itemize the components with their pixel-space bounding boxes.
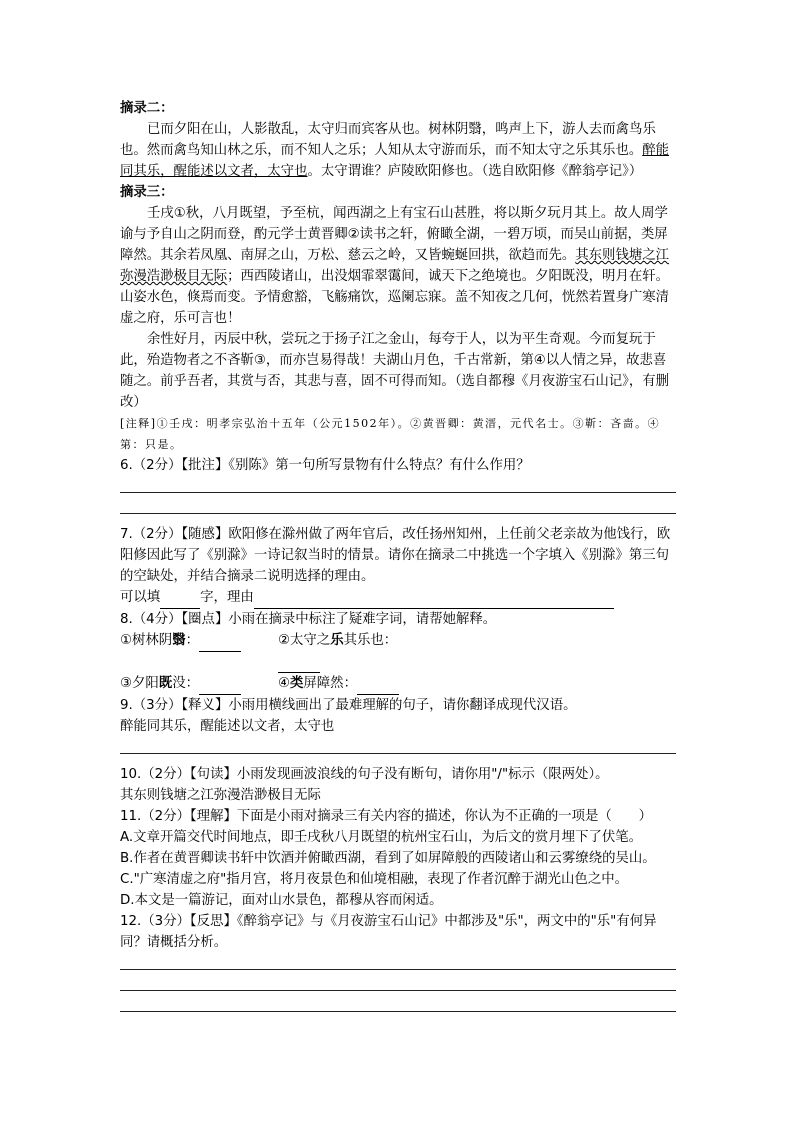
question-10: 10.（2分）【句读】小雨发现画波浪线的句子没有断句，请你用"/"标示（限两处）。 bbox=[120, 767, 609, 782]
q8-item-3-post: 没： bbox=[172, 676, 199, 691]
excerpt3-para1-a: 壬戌①秋，八月既望，予至杭，闻西湖之上有宝石山甚胜，将以斯夕玩月其上。故人周学谕与予自山之阴而登，酌元学士黄晋卿②读书之轩，俯瞰全湖，一碧万顷，而吴山前据，类屏障然。其余若凤凰、南屏之山，万松、慈云之岭，又皆蜿蜒回拱，欲趋而先。 bbox=[120, 206, 668, 263]
option-b[interactable]: B.作者在黄晋卿读书轩中饮酒并俯瞰西湖，看到了如屏障般的西陵诸山和云雾缭绕的吴山。 bbox=[120, 851, 656, 866]
question-7-fill bbox=[120, 587, 676, 609]
excerpt3-para2: 余性好月，丙辰中秋，尝玩之于扬子江之金山，每夸于人，以为平生奇观。今而复玩于此，殆造物者之不吝靳③，而亦岂易得哉！夫湖山月色，千古常新，第④以人情之异，故悲喜随之。前乎吾者，其赏与否，其悲与喜，固不可得而知。（选自都穆《月夜游宝石山记》，有删改） bbox=[120, 332, 670, 410]
excerpt2-text-c: 。太守谓谁？庐陵欧阳修也。（选自欧阳修《醉翁亭记》） bbox=[307, 164, 643, 179]
q8-item-1 bbox=[120, 630, 278, 673]
answer-line[interactable] bbox=[120, 980, 676, 991]
q8-item-4-post: 屏障然： bbox=[303, 676, 357, 691]
question-10-sentence: 其东则钱塘之江弥漫浩渺极目无际 bbox=[120, 788, 321, 803]
q8-item-3-pre: ③夕阳 bbox=[120, 676, 159, 691]
option-a[interactable]: A.文章开篇交代时间地点，即壬戌秋八月既望的杭州宝石山，为后文的赏月埋下了伏笔。 bbox=[120, 830, 643, 845]
q8-item-4-pre: ④ bbox=[278, 676, 291, 691]
answer-line[interactable] bbox=[120, 743, 676, 754]
fill-prefix: 可以填 bbox=[120, 590, 161, 605]
question-12: 12.（3分）【反思】《醉翁亭记》与《月夜游宝石山记》中都涉及"乐"，两文中的"乐"有何异同？请概括分析。 bbox=[120, 914, 657, 950]
excerpt3-para1 bbox=[120, 203, 676, 329]
option-c[interactable]: C."广寒清虚之府"指月宫，将月夜景色和仙境相融，表现了作者沉醉于湖光山色之中。 bbox=[120, 872, 628, 887]
q8-item-1-pre: ①树林阴 bbox=[120, 633, 173, 648]
answer-blank[interactable] bbox=[278, 651, 320, 673]
answer-line[interactable] bbox=[120, 503, 676, 514]
question-6: 6.（2分）【批注】《别陈》第一句所写景物有什么特点？有什么作用？ bbox=[120, 458, 530, 473]
question-11: 11.（2分）【理解】下面是小雨对摘录三有关内容的描述，你认为不正确的一项是（ ） bbox=[120, 809, 652, 824]
q8-item-4 bbox=[278, 673, 436, 695]
q8-item-3 bbox=[120, 673, 278, 695]
fill-blank[interactable] bbox=[160, 587, 200, 609]
q8-item-2-post: 其乐也： bbox=[343, 633, 398, 648]
q8-item-1-post: ： bbox=[185, 633, 199, 648]
excerpt2-text-a: 已而夕阳在山，人影散乱，太守归而宾客从也。树林阴翳，鸣声上下，游人去而禽鸟乐也。然而禽鸟知山林之乐，而不知人之乐；人知从太守游而乐，而不知太守之乐其乐也。 bbox=[120, 122, 656, 158]
question-8-row-1 bbox=[120, 630, 676, 673]
fill-mid: 字，理由 bbox=[200, 590, 254, 605]
excerpt2-underlined-sentence: 醉能同其乐，醒能述以文者，太守也 bbox=[120, 143, 670, 179]
answer-blank[interactable] bbox=[357, 673, 399, 695]
answer-blank[interactable] bbox=[199, 630, 241, 652]
question-8-row-2 bbox=[120, 673, 676, 695]
excerpt3-note: [注释]①壬戌：明孝宗弘治十五年（公元1502年）。②黄晋卿：黄溍，元代名士。③靳：吝啬。④第：只是。 bbox=[120, 417, 661, 451]
q8-item-2-pre: ②太守之 bbox=[278, 633, 331, 648]
q8-item-2-key: 乐 bbox=[330, 633, 344, 648]
excerpt3-heading: 摘录三： bbox=[120, 185, 174, 200]
excerpt3-wavy-sentence: 其东则钱塘之江弥漫浩渺极目无际 bbox=[120, 248, 670, 284]
q8-item-3-key: 既 bbox=[158, 676, 173, 691]
q8-item-4-key: 类 bbox=[290, 676, 304, 691]
answer-blank[interactable] bbox=[199, 673, 241, 695]
reason-blank[interactable] bbox=[254, 587, 614, 609]
excerpt2-text bbox=[120, 119, 676, 182]
q8-item-1-key: 翳 bbox=[172, 633, 186, 648]
answer-line[interactable] bbox=[120, 482, 676, 493]
excerpt3-para1-b: ；西西陵诸山，出没烟霏翠霭间，诚天下之绝境也。夕阳既没，明月在轩。山姿水色，倏焉而变。予情愈豁，飞觞痛饮，巡阑忘寐。盖不知夜之几何，恍然若置身广寒清虚之府，乐可言也！ bbox=[120, 269, 670, 326]
excerpt2-heading: 摘录二： bbox=[120, 101, 174, 116]
question-7: 7.（2分）【随感】欧阳修在滁州做了两年官后，改任扬州知州，上任前父老亲故为他饯行，欧阳修因此写了《别滁》一诗记叙当时的情景。请你在摘录二中挑选一个字填入《别滁》第三句的空缺处，并结合摘录二说明选择的理由。 bbox=[120, 527, 671, 584]
question-9-sentence: 醉能同其乐，醒能述以文者，太守也 bbox=[120, 719, 335, 734]
question-8: 8.（4分）【圈点】小雨在摘录中标注了疑难字词，请帮她解释。 bbox=[120, 612, 497, 627]
option-d[interactable]: D.本文是一篇游记，面对山水景色，都穆从容而闲适。 bbox=[120, 893, 443, 908]
worksheet-page bbox=[120, 98, 676, 1022]
question-9: 9.（3分）【释义】小雨用横线画出了最难理解的句子，请你翻译成现代汉语。 bbox=[120, 698, 577, 713]
answer-line[interactable] bbox=[120, 959, 676, 970]
q8-item-2 bbox=[278, 630, 436, 673]
answer-line[interactable] bbox=[120, 1001, 676, 1012]
